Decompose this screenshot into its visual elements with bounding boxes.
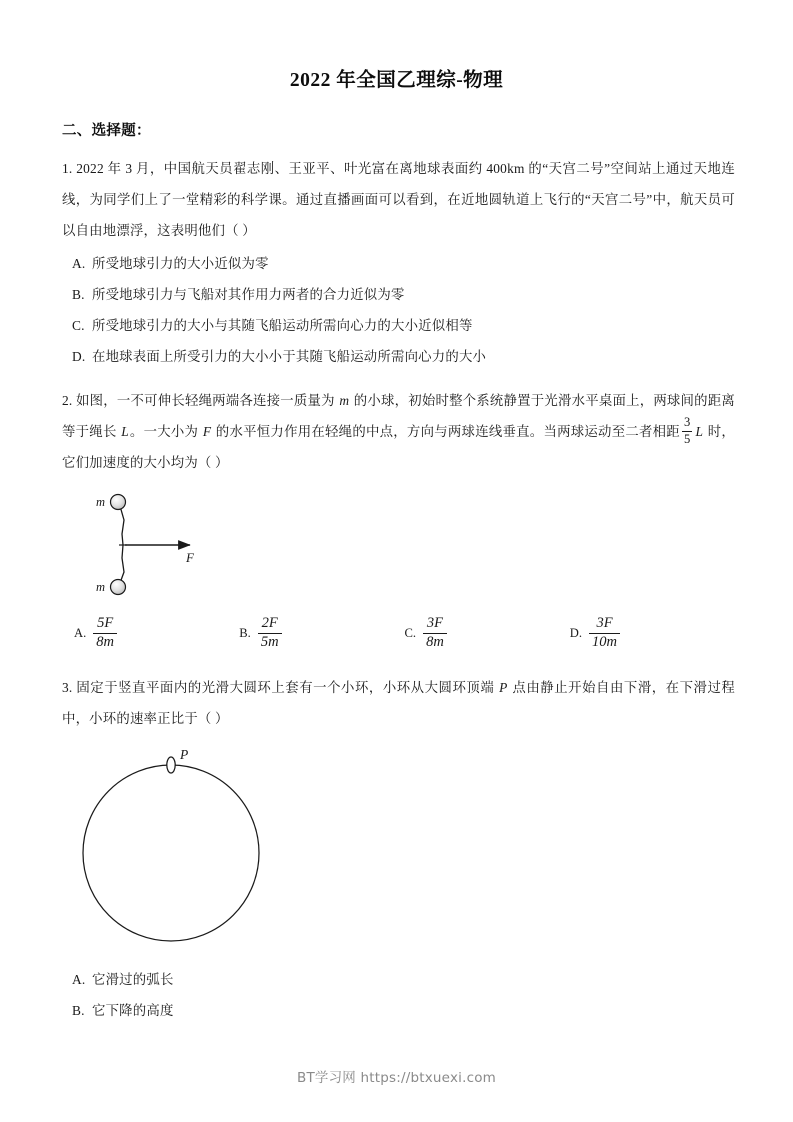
force-label: F [186, 550, 194, 565]
fraction-numerator: 3F [423, 616, 447, 634]
option-item[interactable] [72, 341, 735, 372]
option-item[interactable] [72, 964, 735, 995]
option-fraction [423, 616, 447, 650]
stem-segment: 点由静止开始自由下滑，在下滑过程中，小环的速率正比于（ ） [62, 680, 735, 727]
option-letter: A. [72, 972, 86, 988]
question-2-stem [62, 385, 735, 478]
small-ring [167, 757, 175, 773]
option-item[interactable] [72, 310, 735, 341]
stem-segment: 。一大小为 [129, 424, 202, 439]
option-text: 所受地球引力的大小近似为零 [92, 256, 269, 271]
option-item[interactable] [570, 616, 735, 650]
question-2 [58, 385, 735, 650]
ball-top-label: m [96, 495, 106, 509]
stem-segment: 2. 如图，一不可伸长轻绳两端各连接一质量为 [62, 393, 339, 408]
option-text: 所受地球引力与飞船对其作用力两者的合力近似为零 [92, 287, 405, 302]
option-text: 所受地球引力的大小与其随飞船运动所需向心力的大小近似相等 [92, 318, 473, 333]
fraction-numerator: 3 [682, 416, 693, 431]
rope-lower-segment [120, 545, 124, 583]
fraction-denominator: 5m [260, 633, 279, 650]
question-1-stem: 1. 2022 年 3 月，中国航天员翟志刚、王亚平、叶光富在离地球表面约 400km 的“天宫二号”空间站上通过天地连线，为同学们上了一堂精彩的科学课。通过直播画面可以看到，在近地圆轨道上飞行的“天宫二号”中，航天员可以自由地漂浮，这表明他们（ ） [62, 161, 735, 238]
option-item[interactable] [74, 616, 239, 650]
variable-F: F [202, 424, 212, 439]
two-balls-rope-diagram [82, 490, 735, 600]
fraction-denominator: 5 [683, 431, 691, 446]
vertical-circle-diagram [70, 740, 735, 962]
option-item[interactable] [72, 995, 735, 1026]
option-text: 在地球表面上所受引力的大小小于其随飞船运动所需向心力的大小 [92, 349, 487, 364]
fraction-three-fifths [682, 416, 693, 445]
variable-L: L [695, 424, 704, 439]
option-item[interactable] [72, 248, 735, 279]
circle-figure-svg [70, 740, 300, 960]
question-2-options [62, 616, 735, 650]
option-letter: B. [239, 625, 251, 640]
option-letter: D. [569, 625, 582, 640]
option-letter: B. [72, 1003, 85, 1019]
option-item[interactable] [72, 279, 735, 310]
stem-segment: 的小球，初始时整个系统静置于光滑水平桌面上，两球间的距离等于绳长 [62, 393, 735, 439]
option-letter: B. [72, 287, 85, 302]
fraction-denominator: 8m [426, 633, 444, 650]
variable-L: L [121, 424, 129, 439]
ball-bottom-label: m [96, 580, 106, 594]
page-title: 2022 年全国乙理综-物理 [289, 70, 504, 91]
large-circle [83, 765, 259, 941]
section-heading: 二、选择题： [62, 123, 151, 139]
option-fraction [93, 616, 117, 650]
question-3 [58, 672, 735, 1026]
variable-P: P [499, 680, 508, 696]
ball-top [111, 495, 126, 510]
fraction-numerator: 5F [93, 616, 117, 634]
point-label-P: P [180, 747, 189, 763]
fraction-numerator: 2F [258, 616, 282, 634]
rope-upper-segment [120, 506, 124, 545]
option-letter: D. [72, 349, 86, 364]
option-fraction [589, 616, 620, 650]
question-1 [58, 153, 735, 372]
option-item[interactable] [239, 616, 404, 650]
option-letter: A. [74, 625, 87, 640]
fraction-denominator: 8m [96, 633, 114, 650]
option-letter: A. [72, 256, 86, 271]
question-3-stem [62, 672, 735, 734]
ball-bottom [111, 580, 126, 595]
option-letter: C. [72, 318, 85, 333]
variable-m: m [339, 393, 350, 408]
question-3-options [62, 964, 735, 1026]
question-1-options [62, 248, 735, 372]
stem-segment: 的水平恒力作用在轻绳的中点，方向与两球连线垂直。当两球运动至二者相距 [212, 424, 680, 439]
option-fraction [258, 616, 282, 650]
stem-segment: 时，它们加速度的大小均为（ ） [62, 424, 735, 470]
watermark: BT学习网 https://btxuexi.com [296, 1070, 497, 1086]
option-text: 它下降的高度 [92, 1003, 174, 1019]
fraction-denominator: 10m [592, 633, 617, 650]
option-item[interactable] [405, 616, 570, 650]
option-letter: C. [404, 625, 417, 640]
stem-segment: 3. 固定于竖直平面内的光滑大圆环上套有一个小环，小环从大圆环顶端 [62, 680, 499, 696]
option-text: 它滑过的弧长 [92, 972, 174, 988]
rope-figure-svg [82, 490, 282, 600]
fraction-numerator: 3F [589, 616, 620, 634]
